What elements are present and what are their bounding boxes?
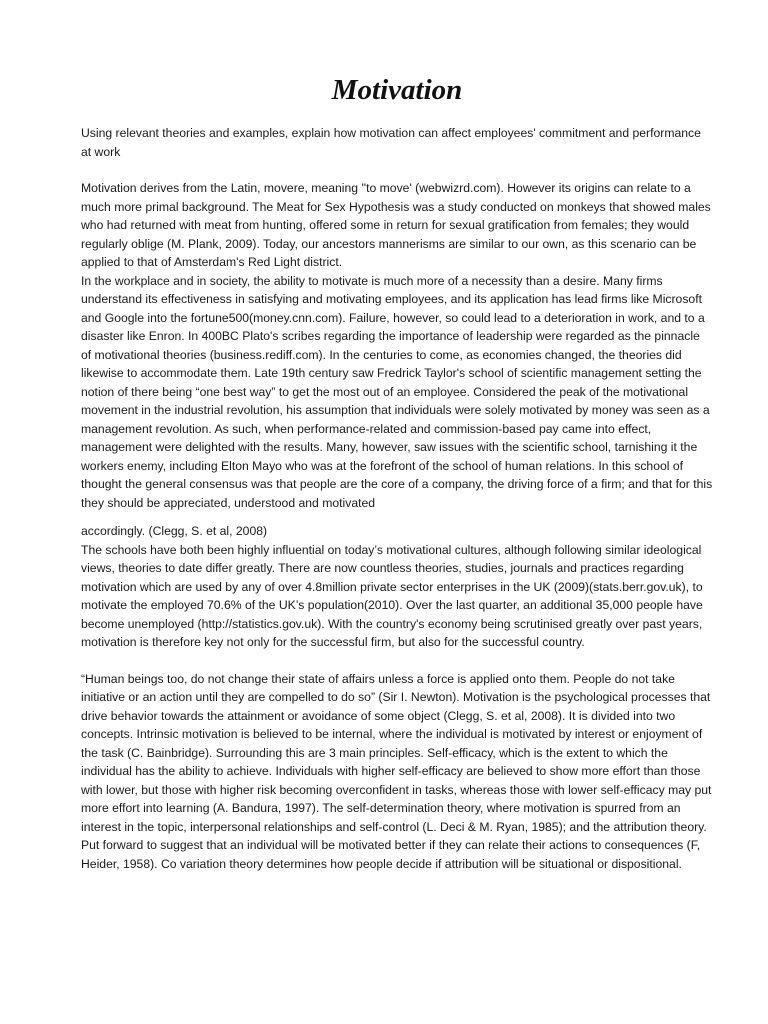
- essay-question: Using relevant theories and examples, explain how motivation can affect employees' commitment and performance at work: [81, 126, 701, 159]
- paragraph-origins: Motivation derives from the Latin, movere, meaning ''to move' (webwizrd.com). However its origins can relate to a much more primal background. The Meat for Sex Hypothesis was a study conducted on monkeys that showed males who had returned with meat from hunting, offered some in return for sexual gratification from females; they would regularly oblige (M. Plank, 2009). Today, our ancestors mannerisms are similar to our own, as this scenario can be applied to that of Amsterdam's Red Light district.: [81, 181, 711, 269]
- paragraph-schools: The schools have both been highly influential on today’s motivational cultures, although following similar ideological views, theories to date differ greatly. There are now countless theories, studies, journals and practices regarding motivation which are used by any of over 4.8million private sector enterprises in the UK (2009)(stats.berr.gov.uk), to motivate the employed 70.6% of the UK’s population(2010). Over the last quarter, an additional 35,000 people have become unemployed (http://statistics.gov.uk). With the country's economy being scrutinised greatly over past years, motivation is therefore key not only for the successful firm, but also for the successful country.: [81, 542, 703, 649]
- paragraph-newton: “Human beings too, do not change their state of affairs unless a force is applied onto them. People do not take initiative or an action until they are compelled to do so” (Sir I. Newton). Motivation is the psychological processes that drive behavior towards the attainment or avoidance of some object (Clegg, S. et al, 2008). It is divided into two concepts. Intrinsic motivation is believed to be internal, where the individual is motivated by interest or enjoyment of the task (C. Bainbridge). Surrounding this are 3 main principles. Self-efficacy, which is the extent to which the individual has the ability to achieve. Individuals with higher self-efficacy are believed to show more effort than those with lower, but those with higher risk becoming overconfident in tasks, whereas those with lower self-efficacy may put more effort into learning (A. Bandura, 1997). The self-determination theory, where motivation is spurred from an interest in the topic, interpersonal relationships and self-control (L. Deci & M. Ryan, 1985); and the attribution theory. Put forward to suggest that an individual will be motivated better if they can relate their actions to consequences (F, Heider, 1958). Co variation theory determines how people decide if attribution will be situational or dispositional.: [81, 671, 712, 871]
- paragraph-citation: accordingly. (Clegg, S. et al, 2008): [81, 524, 268, 538]
- paragraph-spacer: [81, 512, 713, 522]
- document-page: [81, 62, 713, 873]
- document-title: Motivation: [331, 74, 463, 106]
- paragraph-spacer: [81, 652, 713, 670]
- paragraph-workplace: In the workplace and in society, the ability to motivate is much more of a necessity than a desire. Many firms understand its effectiveness in satisfying and motivating employees, and its application has lead firms like Microsoft and Google into the fortune500(money.cnn.com). Failure, however, so could lead to a deterioration in work, and to a disaster like Enron. In 400BC Plato's scribes regarding the importance of leadership were regarded as the pinnacle of motivational theories (business.rediff.com). In the centuries to come, as economies changed, the theories did likewise to accommodate them. Late 19th century saw Fredrick Taylor's school of scientific management setting the notion of there being “one best way” to get the most out of an employee. Considered the peak of the motivational movement in the industrial revolution, his assumption that individuals were solely motivated by money was seen as a management revolution. As such, when performance-related and commission-based pay came into effect, management were delighted with the results. Many, however, saw issues with the scientific school, tarnishing it the workers enemy, including Elton Mayo who was at the forefront of the school of human relations. In this school of thought the general consensus was that people are the core of a company, the driving force of a firm; and that for this they should be appreciated, understood and motivated: [81, 273, 713, 510]
